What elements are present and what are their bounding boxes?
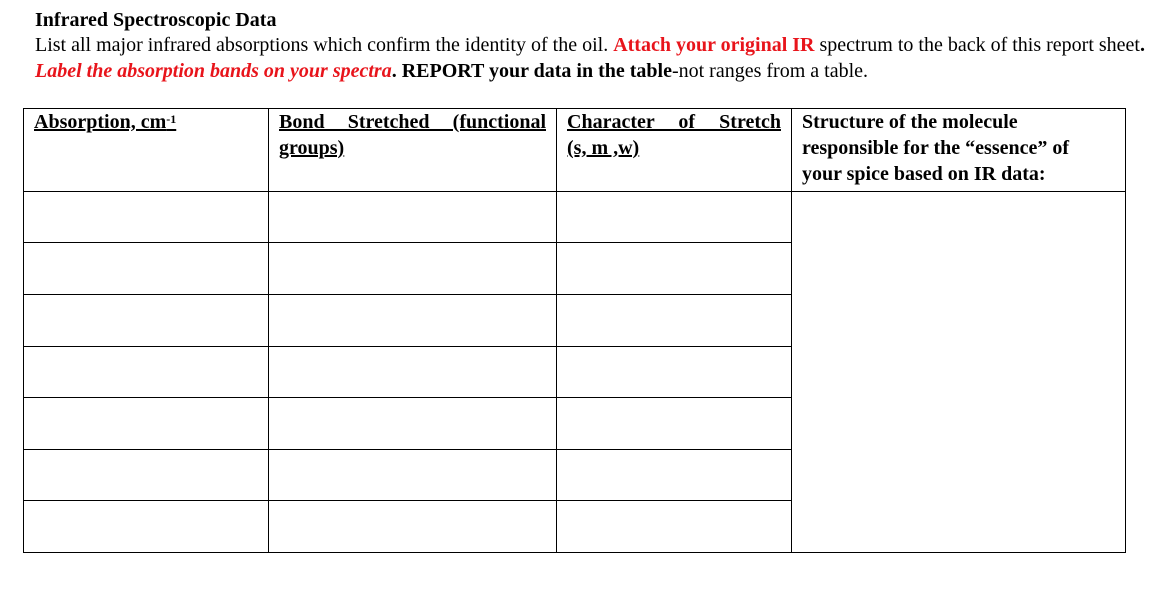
header-bond-line1: Bond Stretched (functional <box>279 111 546 133</box>
structure-cell[interactable] <box>792 192 1126 553</box>
ir-data-table <box>23 108 1126 553</box>
page-heading: Infrared Spectroscopic Data <box>35 9 277 31</box>
header-structure <box>792 109 1126 192</box>
absorption-cell[interactable] <box>24 450 269 501</box>
header-character-line2: (s, m ,w) <box>567 137 640 159</box>
header-bond-line2: groups) <box>279 137 345 159</box>
table-row <box>24 192 1126 243</box>
absorption-cell[interactable] <box>24 347 269 398</box>
header-absorption-label: Absorption, cm <box>34 111 167 133</box>
header-character <box>557 109 792 192</box>
instructions-period: . <box>1139 34 1145 56</box>
instructions-text-3: -not ranges from a table. <box>671 60 869 82</box>
character-cell[interactable] <box>557 347 792 398</box>
bond-cell[interactable] <box>269 450 557 501</box>
character-cell[interactable] <box>557 243 792 295</box>
absorption-cell[interactable] <box>24 192 269 243</box>
header-absorption <box>24 109 269 192</box>
absorption-cell[interactable] <box>24 295 269 347</box>
instructions-label-emphasis: Label the absorption bands on your spectra <box>35 60 392 82</box>
instructions-paragraph <box>35 32 1145 84</box>
character-cell[interactable] <box>557 295 792 347</box>
instructions-report-emphasis: . REPORT your data in the table <box>391 60 672 82</box>
table-header-row <box>24 109 1126 192</box>
bond-cell[interactable] <box>269 295 557 347</box>
absorption-cell[interactable] <box>24 501 269 553</box>
character-cell[interactable] <box>557 501 792 553</box>
instructions-text-2: spectrum to the back of this report sheet <box>814 34 1140 56</box>
bond-cell[interactable] <box>269 243 557 295</box>
header-absorption-sup: -1 <box>166 112 177 126</box>
bond-cell[interactable] <box>269 192 557 243</box>
bond-cell[interactable] <box>269 398 557 450</box>
header-character-line1: Character of Stretch <box>567 111 781 133</box>
bond-cell[interactable] <box>269 347 557 398</box>
header-bond-stretched <box>269 109 557 192</box>
header-structure-line2: responsible for the “essence” of <box>802 137 1070 159</box>
bond-cell[interactable] <box>269 501 557 553</box>
header-structure-line3: your spice based on IR data: <box>802 163 1046 185</box>
absorption-cell[interactable] <box>24 243 269 295</box>
character-cell[interactable] <box>557 450 792 501</box>
character-cell[interactable] <box>557 398 792 450</box>
instructions-text: List all major infrared absorptions which confirm the identity of the oil. <box>35 34 614 56</box>
absorption-cell[interactable] <box>24 398 269 450</box>
instructions-attach-emphasis: Attach your original IR <box>613 34 815 56</box>
character-cell[interactable] <box>557 192 792 243</box>
header-structure-line1: Structure of the molecule <box>802 111 1018 133</box>
